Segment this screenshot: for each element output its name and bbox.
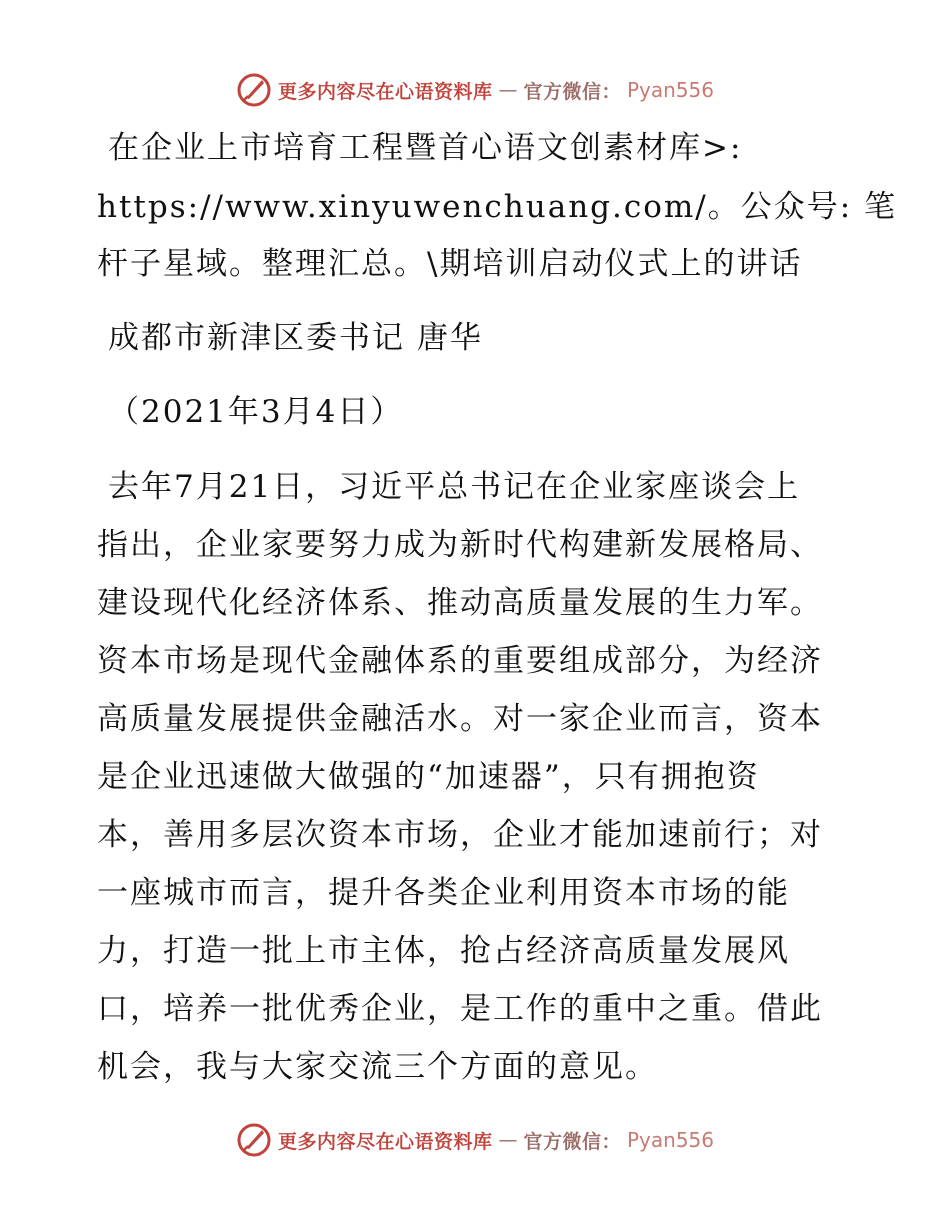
- body-line-9: 力，打造一批上市主体，抢占经济高质量发展风: [97, 933, 790, 969]
- date-line: （2021年3月4日）: [108, 394, 404, 430]
- watermark-official-label: 官方微信：: [523, 80, 621, 103]
- body-line-3: 建设现代化经济体系、推动高质量发展的生力军。: [97, 585, 823, 621]
- body-line-10: 口，培养一批优秀企业，是工作的重中之重。借此: [97, 991, 823, 1027]
- quill-seal-icon: [236, 72, 272, 108]
- watermark-text: 更多内容尽在心语资料库: [277, 1130, 493, 1153]
- body-line-4: 资本市场是现代金融体系的重要组成部分，为经济: [97, 643, 823, 679]
- intro-line-2: https://www.xinyuwenchuang.com/。公众号: 笔: [97, 189, 898, 225]
- body-line-1: 去年7月21日，习近平总书记在企业家座谈会上: [108, 469, 801, 505]
- watermark-wechat-id: Pyan556: [627, 78, 715, 102]
- watermark-wechat-id: Pyan556: [627, 1128, 715, 1152]
- quill-seal-icon: [236, 1122, 272, 1158]
- intro-line-1: 在企业上市培育工程暨首心语文创素材库>:: [108, 130, 743, 166]
- body-line-7: 本，善用多层次资本市场，企业才能加速前行；对: [97, 817, 823, 853]
- body-line-2: 指出，企业家要努力成为新时代构建新发展格局、: [97, 527, 823, 563]
- watermark-separator: —: [498, 79, 518, 101]
- body-line-5: 高质量发展提供金融活水。对一家企业而言，资本: [97, 701, 823, 737]
- author-line: 成都市新津区委书记 唐华: [108, 320, 483, 356]
- watermark-official-label: 官方微信：: [523, 1130, 621, 1153]
- body-line-6: 是企业迅速做大做强的“加速器”，只有拥抱资: [97, 759, 760, 795]
- intro-line-3: 杆子星域。整理汇总。\期培训启动仪式上的讲话: [97, 246, 803, 282]
- footer-watermark: [0, 1120, 950, 1160]
- watermark-separator: —: [498, 1129, 518, 1151]
- body-line-11: 机会，我与大家交流三个方面的意见。: [97, 1049, 658, 1085]
- watermark-text: 更多内容尽在心语资料库: [277, 80, 493, 103]
- header-watermark: [0, 70, 950, 110]
- body-line-8: 一座城市而言，提升各类企业利用资本市场的能: [97, 875, 790, 911]
